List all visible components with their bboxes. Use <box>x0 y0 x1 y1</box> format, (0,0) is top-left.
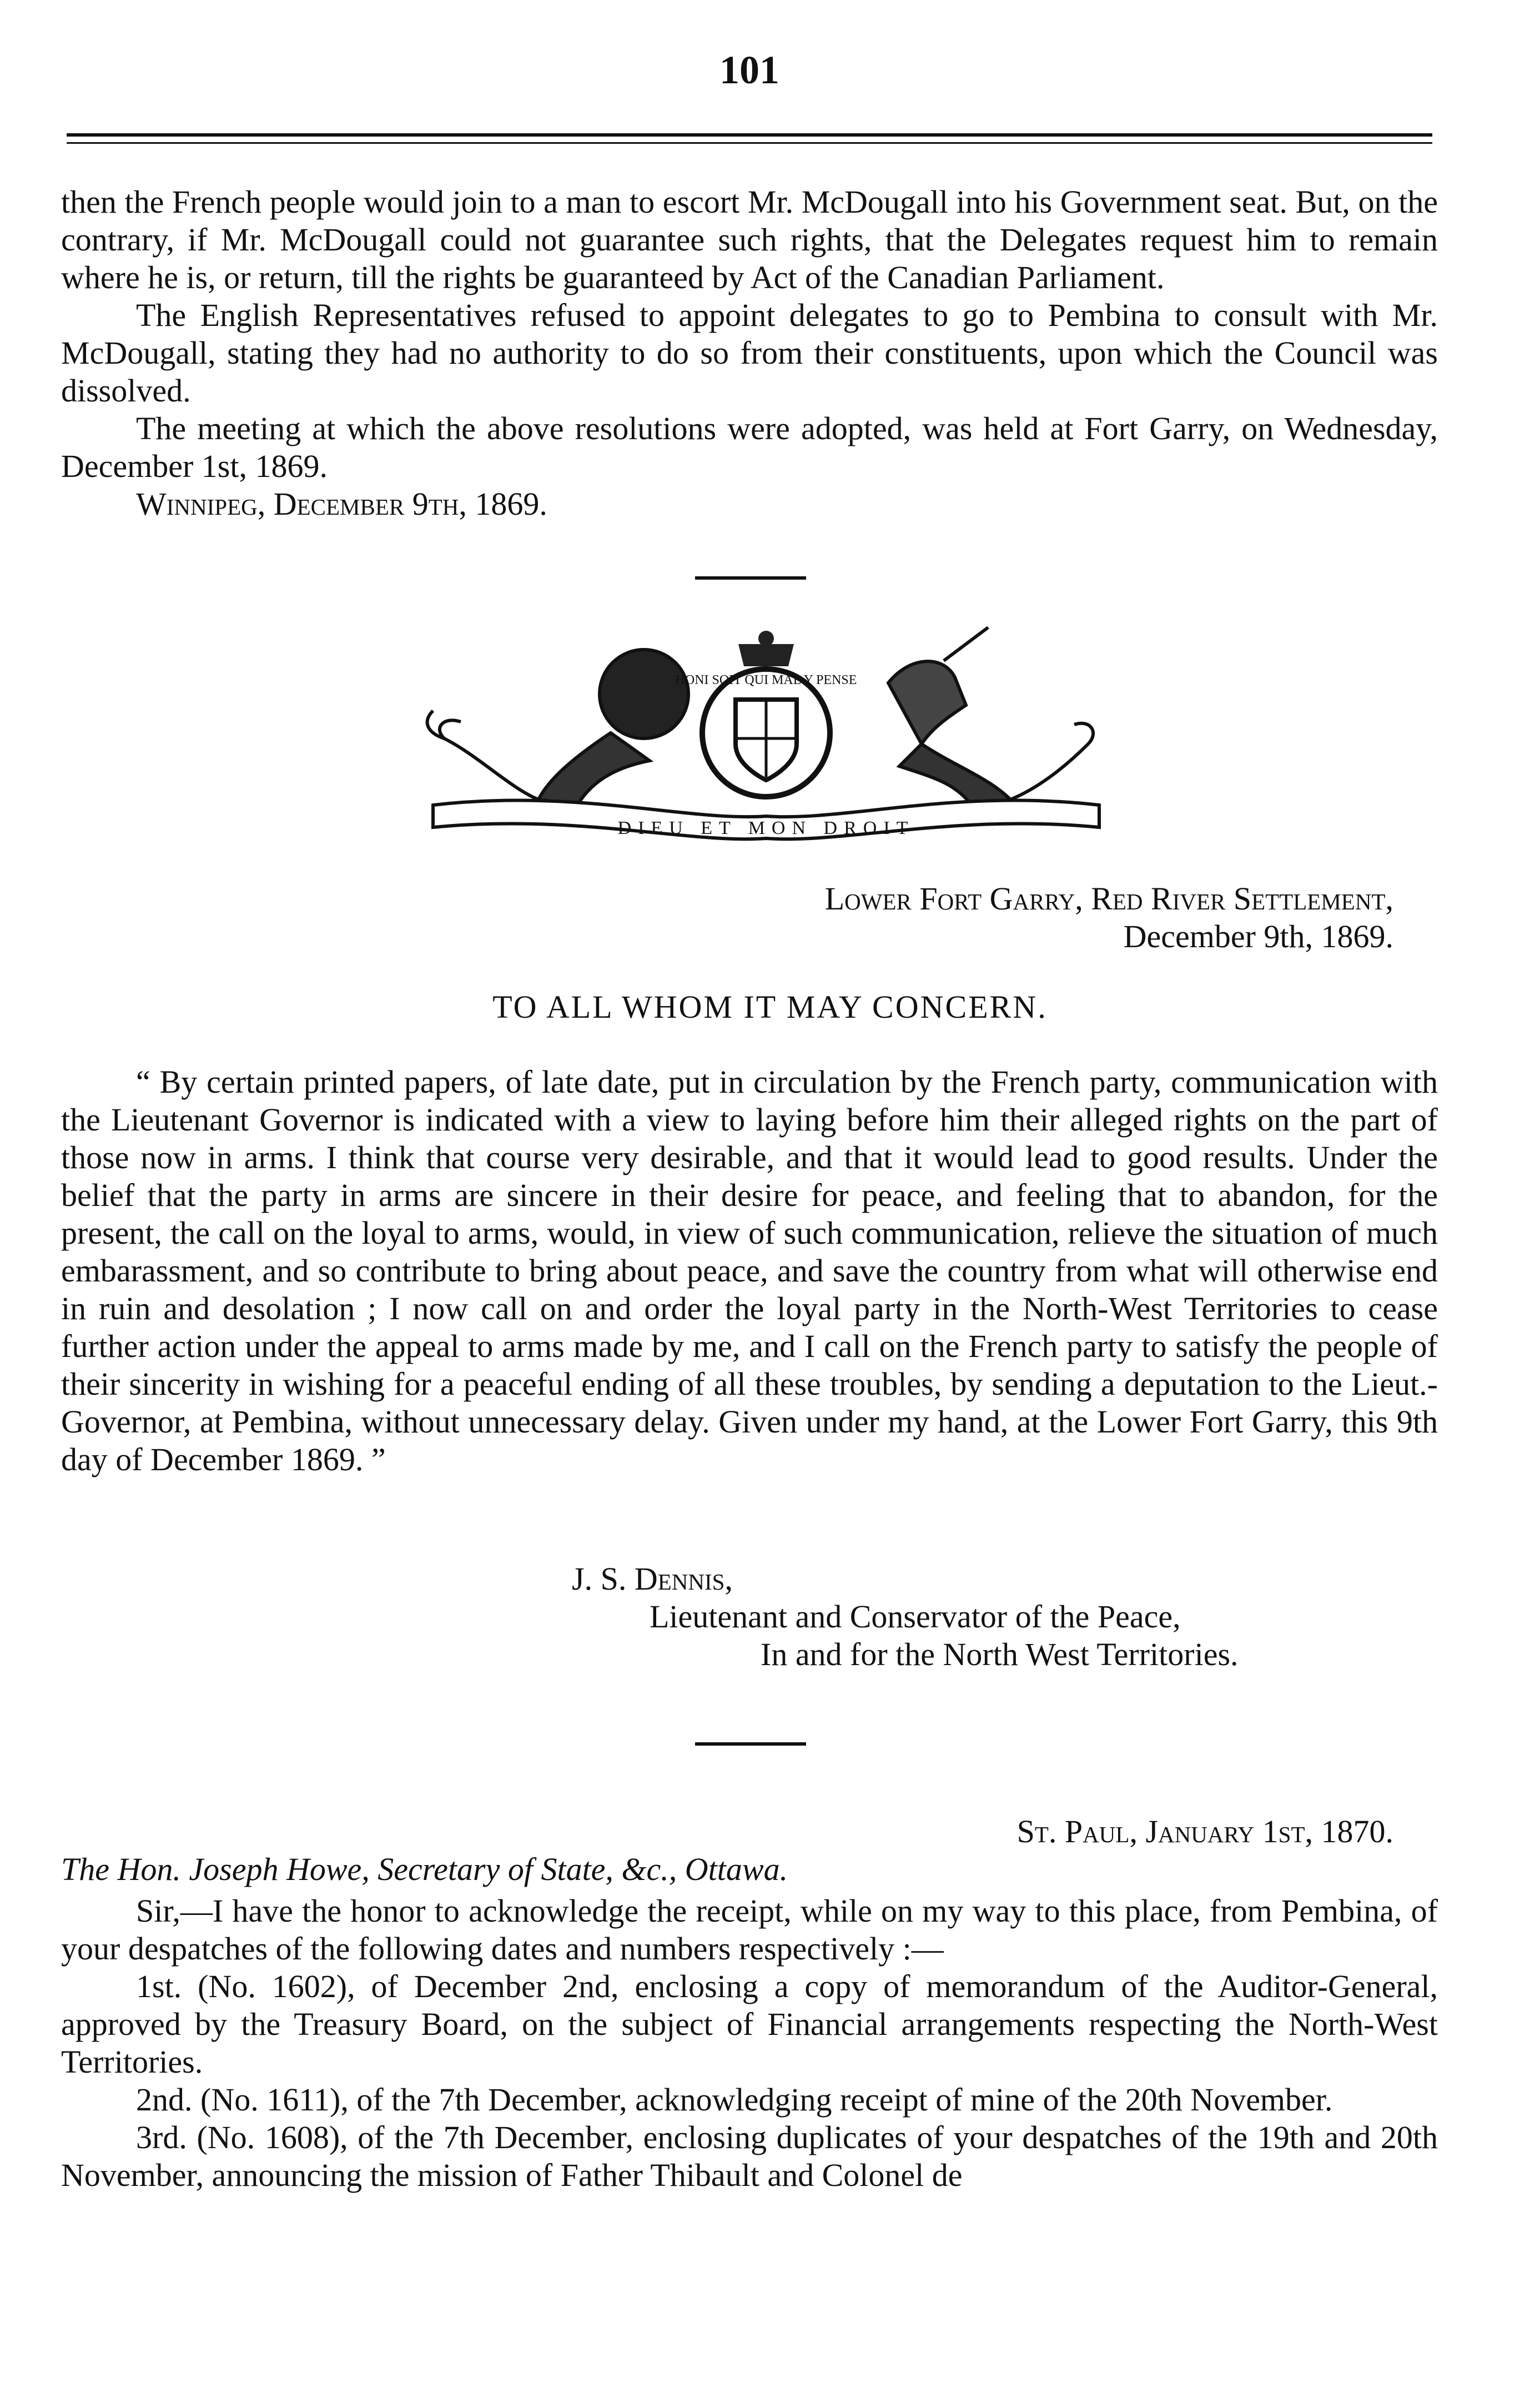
letter-salutation-paragraph: Sir,—I have the honor to acknowledge the receipt, while on my way to this place, from Pembina, of your despatches of the following dates and numbers respectively :— <box>61 1893 1438 1967</box>
letter-item: 2nd. (No. 1611), of the 7th December, acknowledging receipt of mine of the 20th November. <box>136 2082 1333 2118</box>
lion-icon <box>427 650 688 805</box>
winnipeg-dateline: Winnipeg, December 9th, 1869. <box>136 486 547 522</box>
garter-motto: HONI SOIT QUI MAL Y PENSE <box>675 673 857 687</box>
meeting-paragraph: The meeting at which the above resolutions were adopted, was held at Fort Garry, on Wednesday, December 1st, 1869. <box>61 410 1438 484</box>
letter-body <box>61 1892 1438 2194</box>
section-divider-2 <box>695 1742 806 1746</box>
proclamation-title: TO ALL WHOM IT MAY CONCERN. <box>492 989 1048 1025</box>
letter-item: 3rd. (No. 1608), of the 7th December, enclosing duplicates of your despatches of the 19th and 20th November, announcing the mission of Father Thibault and Colonel de <box>61 2119 1438 2193</box>
letter-addressee: The Hon. Joseph Howe, Secretary of State, &c., Ottawa. <box>61 1851 788 1887</box>
page-number: 101 <box>719 48 779 92</box>
proclamation-body <box>61 1063 1438 1479</box>
continued-section <box>61 183 1438 523</box>
unicorn-icon <box>888 627 1093 805</box>
continued-paragraph: then the French people would join to a man to escort Mr. McDougall into his Government seat. But, on the contrary, if Mr. McDougall could not guarantee such rights, that the Delegates request him to remain where he is, or return, till the rights be guaranteed by Act of the Canadian Parliament. <box>61 184 1438 295</box>
signer-title-line1: Lieutenant and Conservator of the Peace, <box>650 1598 1181 1635</box>
english-representatives-paragraph: The English Representatives refused to appoint delegates to go to Pembina to consult with Mr. McDougall, stating they had no authority to do so from their constituents, upon which the Council was dissolved. <box>61 297 1438 409</box>
shield-icon <box>676 631 857 797</box>
signer-title-line2: In and for the North West Territories. <box>761 1636 1239 1672</box>
royal-coat-of-arms-image <box>411 622 1121 855</box>
proclamation-paragraph: “ By certain printed papers, of late date, put in circulation by the French party, communication with the Lieutenant Governor is indicated with a view to laying before him their alleged rights on the part of those now in arms. I think that course very desirable, and that it would lead to good results. Under the belief that the party in arms are sincere in their desire for peace, and feeling that to abandon, for the present, the call on the loyal to arms, would, in view of such communication, relieve the situation of much embarassment, and so contribute to bring about peace, and save the country from what will otherwise end in ruin and desolation ; I now call on and order the loyal party in the North-West Territories to cease further action under the appeal to arms made by me, and I call on the French party to satisfy the people of their sincerity in wishing for a peaceful ending of all these troubles, by sending a deputation to the Lieut.-Governor, at Pembina, without unnecessary delay. Given under my hand, at the Lower Fort Garry, this 9th day of December 1869. ” <box>61 1064 1438 1477</box>
letter-dateline: St. Paul, January 1st, 1870. <box>1016 1813 1393 1849</box>
scroll-motto: DIEU ET MON DROIT <box>617 818 915 838</box>
signer-name: J. S. Dennis, <box>572 1561 733 1597</box>
header-rule-bottom <box>67 142 1432 144</box>
proclamation-place: Lower Fort Garry, Red River Settlement, <box>824 881 1393 917</box>
header-rule-top <box>67 133 1432 137</box>
letter-item: 1st. (No. 1602), of December 2nd, enclosing a copy of memorandum of the Auditor-General, approved by the Treasury Board, on the subject of Financial arrangements respecting the North-West Territories. <box>61 1968 1438 2080</box>
proclamation-date: December 9th, 1869. <box>1123 918 1393 954</box>
section-divider-1 <box>695 576 806 580</box>
